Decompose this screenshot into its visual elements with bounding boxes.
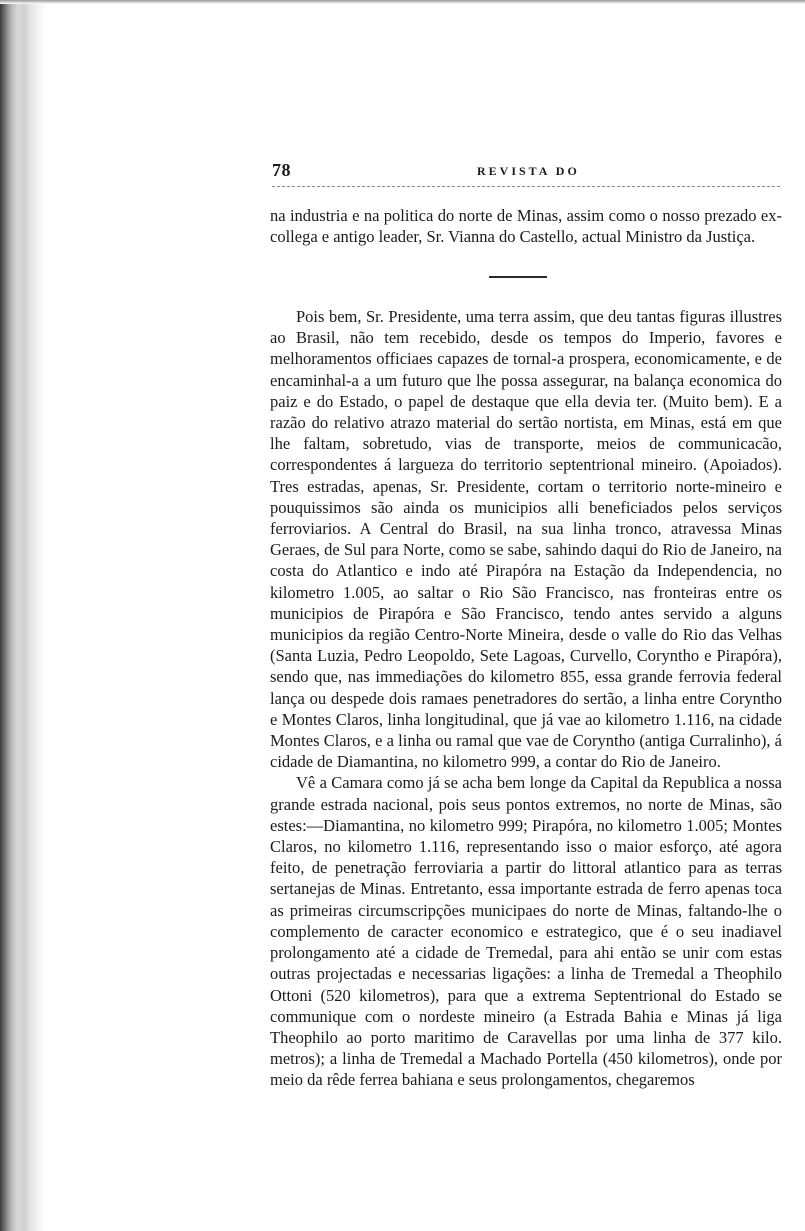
book-gutter-shadow (0, 0, 46, 1231)
running-title: REVISTA DO (477, 164, 580, 178)
intro-paragraph-block (270, 205, 782, 247)
running-header (272, 160, 782, 182)
main-text-block (270, 306, 782, 1091)
header-rule (272, 186, 780, 187)
section-divider (489, 276, 547, 278)
page-top-edge (0, 0, 805, 4)
paragraph-1: Pois bem, Sr. Presidente, uma terra assim, que deu tantas figuras illustres ao Brasil, não tem recebido, desde os tempos do Imperio, favores e melhoramentos officiaes capazes de tornal-a prospera, economicamente, e de encaminhal-a a um futuro que lhe possa assegurar, na balança economica do paiz e do Estado, o papel de destaque que ella devia ter. (Muito bem). E a razão do relativo atrazo material do sertão nortista, em Minas, está em que lhe faltam, sobretudo, vias de transporte, meios de communicacão, correspondentes á largueza do territorio septentrional mineiro. (Apoiados). Tres estradas, apenas, Sr. Presidente, cortam o territorio norte-mineiro e pouquissimos são ainda os municipios alli beneficiados pelos serviços ferroviarios. A Central do Brasil, na sua linha tronco, atravessa Minas Geraes, de Sul para Norte, como se sabe, sahindo daqui do Rio de Janeiro, na costa do Atlantico e indo até Pirapóra na Estação da Independencia, no kilometro 1.005, ao saltar o Rio São Francisco, nas fronteiras entre os municipios de Pirapóra e São Francisco, tendo antes servido a alguns municipios da região Centro-Norte Mineira, desde o valle do Rio das Velhas (Santa Luzia, Pedro Leopoldo, Sete Lagoas, Curvello, Coryntho e Pirapóra), sendo que, nas immediações do kilometro 855, essa grande ferrovia federal lança ou despede dois ramaes penetradores do sertão, a linha entre Coryntho e Montes Claros, linha longitudinal, que já vae ao kilometro 1.116, na cidade Montes Claros, e a linha ou ramal que vae de Coryntho (antiga Curralinho), á cidade de Diamantina, no kilometro 999, a contar do Rio de Janeiro. (270, 307, 782, 772)
page-number: 78 (272, 160, 291, 180)
intro-paragraph: na industria e na politica do norte de Minas, assim como o nosso prezado ex-collega e antigo leader, Sr. Vianna do Castello, actual Ministro da Justiça. (270, 206, 782, 247)
paragraph-2: Vê a Camara como já se acha bem longe da Capital da Republica a nossa grande estrada nacional, pois seus pontos extremos, no norte de Minas, são estes:—Diamantina, no kilometro 999; Pirapóra, no kilometro 1.005; Montes Claros, no kilometro 1.116, representando isso o maior esforço, até agora feito, de penetração ferroviaria a partir do littoral atlantico para as terras sertanejas de Minas. Entretanto, essa importante estrada de ferro apenas toca as primeiras circumscripções municipaes do norte de Minas, faltando-lhe o complemento de caracter economico e estrategico, que é o seu inadiavel prolongamento até a cidade de Tremedal, para ahi então se unir com estas outras projectadas e necessarias ligações: a linha de Tremedal a Theophilo Ottoni (520 kilometros), para que a extrema Septentrional do Estado se communique com o nordeste mineiro (a Estrada Bahia e Minas já liga Theophilo ao porto maritimo de Caravellas por uma linha de 377 kilo. metros); a linha de Tremedal a Machado Portella (450 kilometros), onde por meio da rêde ferrea bahiana e seus prolongamentos, chegaremos (270, 773, 782, 1090)
